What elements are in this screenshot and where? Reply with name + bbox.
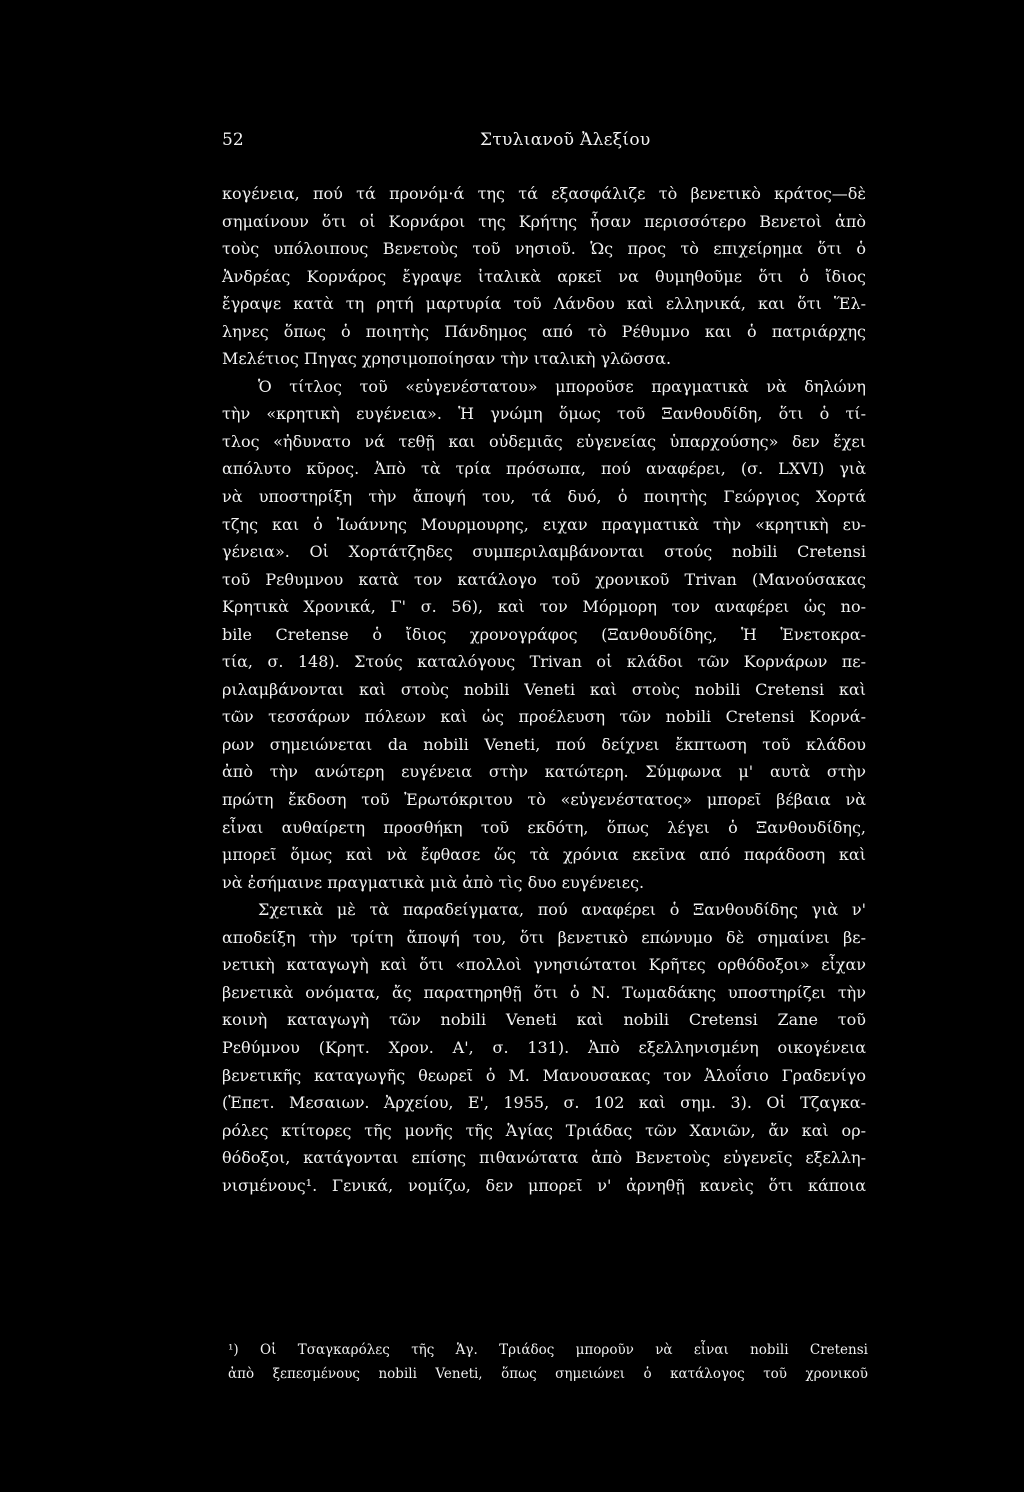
text-line: νὰ ἐσήμαινε πραγματικὰ μιὰ ἀπὸ τὶς δυο ευγένειες. <box>222 872 645 892</box>
page-header <box>222 130 866 160</box>
text-line: τοὺς υπόλοιπους Βενετοὺς τοῦ νησιοῦ. Ὡς προς τὸ επιχείρημα ὅτι ὁ <box>222 239 866 259</box>
footnote-line: ἀπὸ ξεπεσμένους nobili Veneti, ὅπως σημειώνει ὁ κατάλογος τοῦ χρονικοῦ <box>228 1366 868 1382</box>
text-line: bile Cretense ὁ ἴδιος χρονογράφος (Ξανθουδίδης, Ἡ Ἑνετοκρα- <box>222 624 866 644</box>
text-line: θόδοξοι, κατάγονται επίσης πιθανώτατα ἀπὸ Βενετοὺς εὐγενεῖς εξελλη- <box>222 1148 866 1168</box>
text-line: νετικὴ καταγωγὴ καὶ ὅτι «πολλοὶ γνησιώτατοι Κρῆτες ορθόδοξοι» εἶχαν <box>222 955 866 975</box>
text-line: Ἀνδρέας Κορνάρος ἔγραψε ἰταλικὰ αρκεῖ να θυμηθοῦμε ὅτι ὁ ἴδιος <box>222 266 866 286</box>
text-line: μπορεῖ ὅμως καὶ νὰ ἔφθασε ὥς τὰ χρόνια εκεῖνα από παράδοση καὶ <box>222 845 866 865</box>
text-line: τὴν «κρητικὴ ευγένεια». Ἡ γνώμη ὅμως τοῦ Ξανθουδίδη, ὅτι ὁ τί- <box>222 404 866 424</box>
text-line: τῶν τεσσάρων πόλεων καὶ ὡς προέλευση τῶν nobili Cretensi Κορνά- <box>222 707 866 727</box>
text-line: Ρεθύμνου (Κρητ. Χρον. Α', σ. 131). Ἀπὸ εξελληνισμένη οικογένεια <box>222 1037 866 1057</box>
text-line: απόλυτο κῦρος. Ἀπὸ τὰ τρία πρόσωπα, πού αναφέρει, (σ. LXVI) γιὰ <box>222 459 866 479</box>
text-line: ριλαμβάνονται καὶ στοὺς nobili Veneti καὶ στοὺς nobili Cretensi καὶ <box>222 679 866 699</box>
text-line: ληνες ὅπως ὁ ποιητὴς Πάνδημος από τὸ Ρέθυμνο και ὁ πατριάρχης <box>222 321 866 341</box>
text-line: Σχετικὰ μὲ τὰ παραδείγματα, πού αναφέρει ὁ Ξανθουδίδης γιὰ ν' <box>258 900 866 920</box>
text-line: τία, σ. 148). Στούς καταλόγους Trivan οἱ κλάδοι τῶν Κορνάρων πε- <box>222 652 866 672</box>
footnote-line: ¹) Οἱ Τσαγκαρόλες τῆς Ἁγ. Τριάδος μποροῦν νὰ εἶναι nobili Cretensi <box>228 1342 868 1358</box>
running-title: Στυλιανοῦ Ἀλεξίου <box>480 130 651 150</box>
text-line: βενετικῆς καταγωγῆς θεωρεῖ ὁ Μ. Μανουσακας τον Ἀλοΐσιο Γραδενίγο <box>222 1065 866 1085</box>
text-line: ρόλες κτίτορες τῆς μονῆς τῆς Ἁγίας Τριάδας τῶν Χανιῶν, ἄν καὶ ορ- <box>222 1120 866 1140</box>
text-line: Μελέτιος Πηγας χρησιμοποίησαν τὴν ιταλικὴ γλῶσσα. <box>222 349 672 369</box>
text-line: νισμένους¹. Γενικά, νομίζω, δεν μπορεῖ ν' ἀρνηθῇ κανεὶς ὅτι κάποια <box>222 1175 866 1195</box>
text-line: σημαίνουν ὅτι οἱ Κορνάροι της Κρήτης ἦσαν περισσότερο Βενετοὶ ἀπὸ <box>222 211 866 231</box>
text-line: Ὁ τίτλος τοῦ «εὐγενέστατου» μποροῦσε πραγματικὰ νὰ δηλώνη <box>258 376 866 396</box>
text-line: ρων σημειώνεται da nobili Veneti, πού δείχνει ἔκπτωση τοῦ κλάδου <box>222 734 866 754</box>
text-line: τλος «ἠδυνατο νά τεθῇ και οὐδεμιᾶς εὐγενείας ὑπαρχούσης» δεν ἔχει <box>222 431 866 451</box>
text-line: ἀπὸ τὴν ανώτερη ευγένεια στὴν κατώτερη. Σύμφωνα μ' αυτὰ στὴν <box>222 762 866 782</box>
text-line: πρώτη ἔκδοση τοῦ Ἐρωτόκριτου τὸ «εὐγενέστατος» μπορεῖ βέβαια νὰ <box>222 790 866 810</box>
text-line: τζης και ὁ Ἰωάννης Μουρμουρης, ειχαν πραγματικὰ τὴν «κρητικὴ ευ- <box>222 514 866 534</box>
text-line: τοῦ Ρεθυμνου κατὰ τον κατάλογο τοῦ χρονικοῦ Trivan (Μανούσακας <box>222 569 866 589</box>
text-line: εἶναι αυθαίρετη προσθήκη τοῦ εκδότη, ὅπως λέγει ὁ Ξανθουδίδης, <box>222 817 866 837</box>
page-number: 52 <box>222 130 244 150</box>
text-line: κογένεια, πού τά προνόμ·ά της τά εξασφάλιζε τὸ βενετικὸ κράτος—δὲ <box>222 184 866 203</box>
text-line: Κρητικὰ Χρονικά, Γ' σ. 56), καὶ τον Μόρμορη τον αναφέρει ὡς no- <box>222 597 866 617</box>
text-line: βενετικὰ ονόματα, ἄς παρατηρηθῇ ὅτι ὁ Ν. Τωμαδάκης υποστηρίζει τὴν <box>222 982 866 1002</box>
text-line: (Ἐπετ. Μεσαιων. Ἀρχείου, Ε', 1955, σ. 102 καὶ σημ. 3). Οἱ Τζαγκα- <box>222 1093 866 1113</box>
text-line: νὰ υποστηρίξη τὴν ἄποψή του, τά δυό, ὁ ποιητὴς Γεώργιος Χορτά <box>222 487 866 507</box>
text-line: ἔγραψε κατὰ τη ρητή μαρτυρία τοῦ Λάνδου καὶ ελληνικά, και ὅτι Ἕλ- <box>222 294 866 314</box>
text-line: κοινὴ καταγωγὴ τῶν nobili Veneti καὶ nobili Cretensi Zane τοῦ <box>222 1010 866 1030</box>
text-line: γένεια». Οἱ Χορτάτζηδες συμπεριλαμβάνονται στούς nobili Cretensi <box>222 542 866 562</box>
text-line: αποδείξη τὴν τρίτη ἄποψή του, ὅτι βενετικὸ επώνυμο δὲ σημαίνει βε- <box>222 927 866 947</box>
footnotes <box>228 1338 868 1386</box>
body-text <box>222 180 866 1199</box>
